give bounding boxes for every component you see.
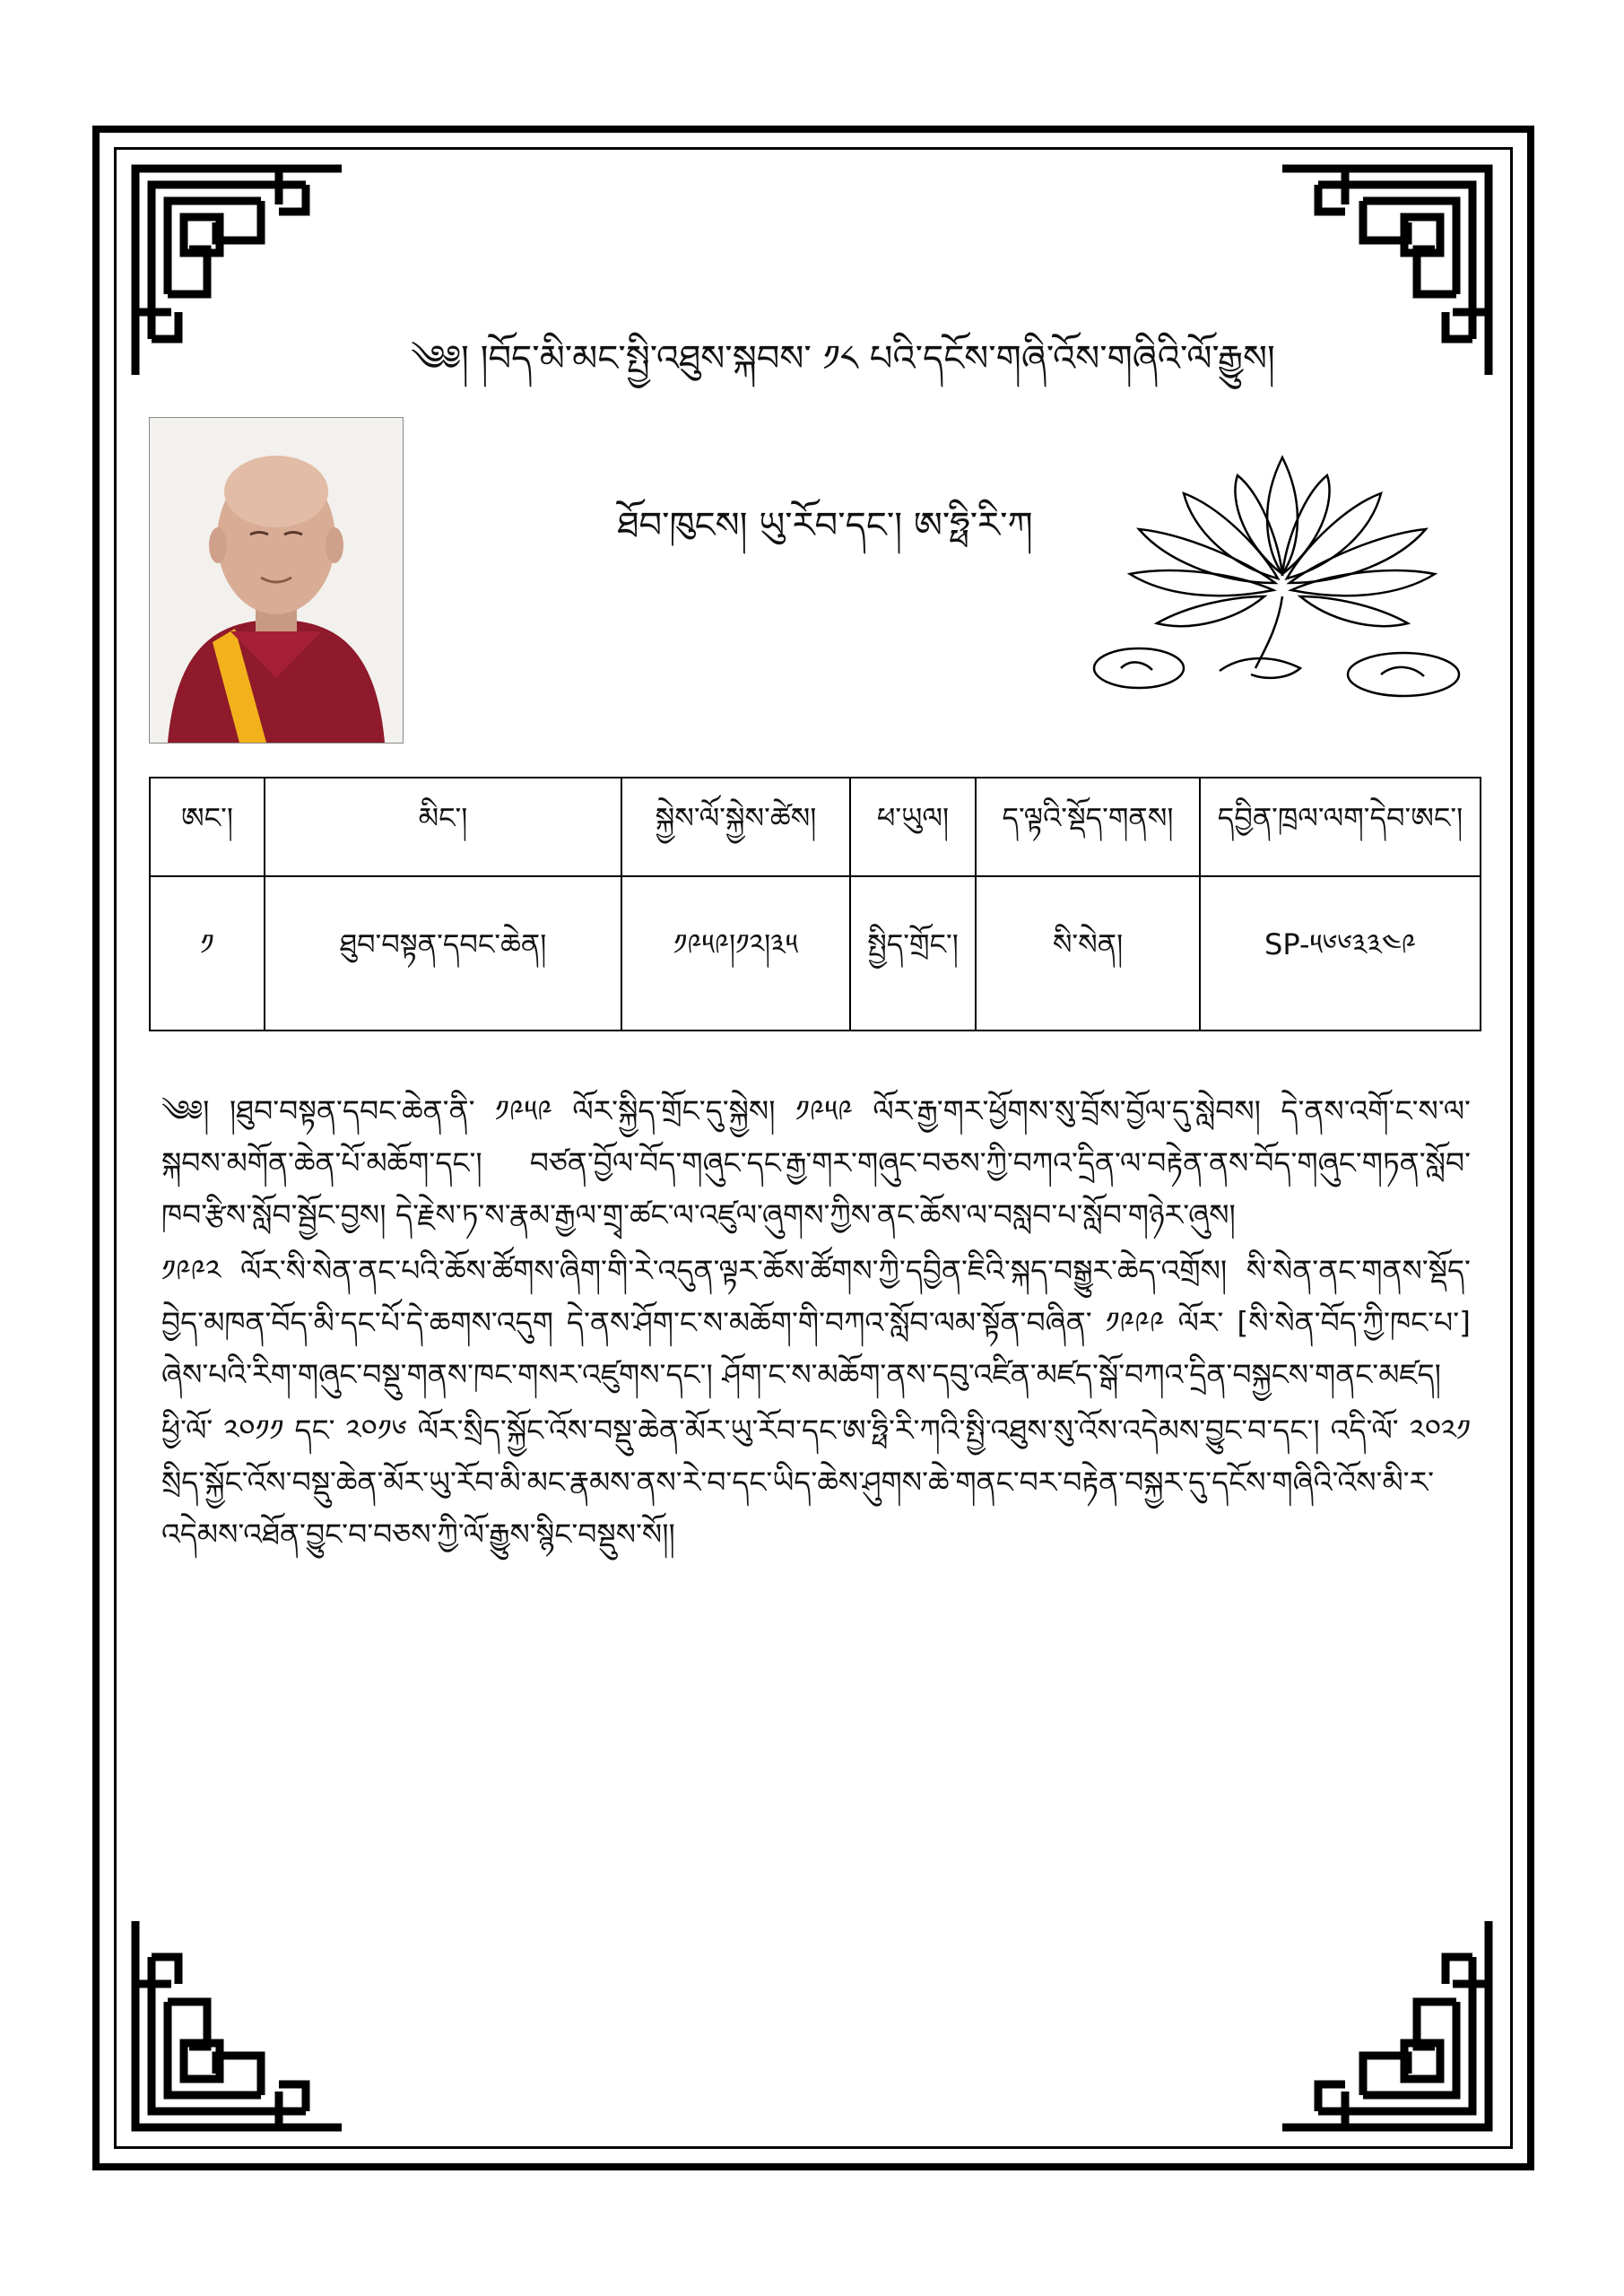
header-hometown: ཕ་ཡུལ། [850,778,976,876]
bio-paragraph: ༄༅། །ཐུབ་བསྟན་དབང་ཆེན་ནི་ ༡༩༥༩ ལོར་སྐྱིད་གྲོང་དུ་སྐྱེས། ༡༩༥༩ ལོར་རྒྱ་གར་ཕྱོགས་སུ་བྲོས་བྱོལ་དུ་སླེབས། དེ་ནས་འགོ་ང་ས་ལ་སྐབས་མགོན་ཆེན་པོ་མཆོག་དང་། བཙན་བྱོལ་བོད་གཞུང་དང་རྒྱ་གར་གཞུང་བཅས་ཀྱི་བཀའ་དྲིན་ལ་བརྟེན་ནས་བོད་གཞུང་གཏན་སློབ་ཁབ་རྩིས་སློབ་སྦྱོང་བྱས། དེ་རྗེས་ཏ་ས་རྣམ་རྒྱལ་གྲྭ་ཚང་ལ་འཛུལ་ཞུགས་ཀྱིས་ནང་ཆོས་ལ་བསླབ་པ་སློབ་གཉེར་ཞུས། [161,1093,1471,1232]
candidate-info-table [149,777,1481,1031]
cell-number: ༡ [150,876,265,1031]
corner-ornament-icon [1273,160,1498,384]
header-birth-date: སྐྱེས་ལོ་སྐྱེས་ཚེས། [621,778,850,876]
portrait-photo [149,417,404,744]
page-title: ༄༅། །བོད་མི་མང་སྤྱི་འཐུས་སྐབས་ ༡༨ པའི་དངོས་གཞི་འོས་གཞིའི་ལོ་རྒྱུས། [411,338,1275,379]
header-current-residence: ད་ལྟའི་སྡོད་གནས། [976,778,1200,876]
table-row [150,876,1481,1031]
header-number: ཨང་། [150,778,265,876]
bio-paragraph: ༡༩༩༢ ལོར་སི་སེན་ནང་པའི་ཆོས་ཚོགས་ཞིག་གི་རེ་འདུན་ལྟར་ཆོས་ཚོགས་ཀྱི་དབྱིན་ཇིའི་སྐད་བསྒྱུར་ཆེད་འགྲོས། སི་སེན་ནང་གནས་སྡོད་བྱེད་མཁན་བོད་མི་དང་པོ་དེ་ཆགས་འདུག དེ་ནས་ཤོག་ང་ས་མཆོག་གི་བཀའ་སློབ་ལམ་སྟོན་བཞིན་ ༡༩༩༩ ལོར་ [སི་སེན་བོད་ཀྱི་ཁང་པ་] ཞེས་པའི་རིག་གཞུང་བསྡུ་གནས་ཁང་གསར་འཛུགས་དང་། ཤོག་ང་ས་མཆོག་ནས་དབུ་འཛིན་མཛད་སྒོ་བཀའ་དྲིན་བསྐྱངས་གནང་མཛད། [161,1253,1471,1392]
portrait-icon [150,418,403,743]
candidate-constituency: ཐོབ་ཁུངས། ཡུ་རོབ་དང་། ཨ་ཧྥི་རི་ཀ [617,505,1033,546]
bio-paragraph: ཕྱི་ལོ་ ༢༠༡༡ དང་ ༢༠༡༦ ལོར་སྲིད་སྐྱོང་འོས་བསྡུ་ཆེན་མོར་ཡུ་རོབ་དང་ཨ་ཧྥི་རི་ཀའི་སྤྱི་འཐུས་སུ་འོས་འདེམས་བྱུང་བ་དང་། འདི་ལོ་ ༢༠༢༡ སྲིད་སྐྱོང་འོས་བསྡུ་ཆེན་མོར་ཡུ་རོབ་མི་མང་རྣམས་ནས་རེ་བ་དང་ཡིད་ཆེས་ཤུགས་ཆེ་གནང་བར་བརྟེན་བསྐྱར་དུ་དངོས་གཞིའི་འོས་མི་ར་འདེམས་འཐོན་བྱུང་བ་བཅས་ཀྱི་ལོ་རྒྱུས་སྙིང་བསྡུས་སོ།། [161,1413,1471,1552]
header-green-book-number: དབྱིན་ཁྲལ་ལག་དེབ་ཨང་། [1200,778,1481,876]
table-header-row [150,778,1481,876]
cell-current-residence: སི་སེན། [976,876,1200,1031]
corner-ornament-icon [126,160,351,384]
corner-ornament-icon [126,1912,351,2136]
cell-birth-date: ༡༩༥༩།༡༢།༣༥ [621,876,850,1031]
header-name: མིང་། [265,778,621,876]
corner-ornament-icon [1273,1912,1498,2136]
cell-name: ཐུབ་བསྟན་དབང་ཆེན། [265,876,621,1031]
biography [161,1085,1471,1564]
cell-green-book-number: SP-༥༦༦༣༣༤༩ [1200,876,1481,1031]
lotus-emblem-icon [1085,439,1480,709]
cell-hometown: སྤྱིད་གྲོང་། [850,876,976,1031]
